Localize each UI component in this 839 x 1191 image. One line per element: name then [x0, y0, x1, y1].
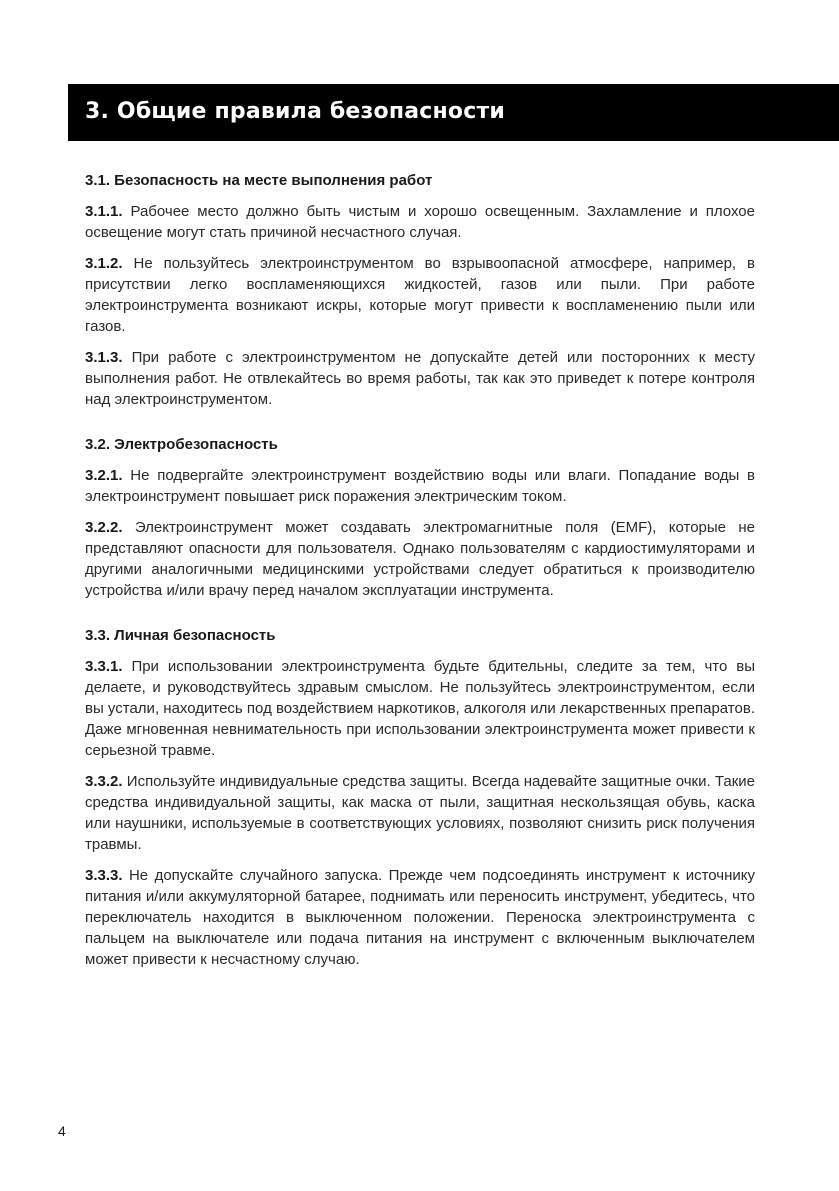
paragraph-3-3-1 — [85, 656, 755, 761]
paragraph-number: 3.1.2. — [85, 255, 123, 272]
paragraph-text: Не пользуйтесь электроинструментом во взрывоопасной атмосфере, например, в присутствии легко воспламеняющихся жидкостей, газов или пыли. При работе электроинструмента возникают искры, которые могут привести к воспламенению пыли или газов. — [85, 255, 756, 335]
section-title: 3.2. Электробезопасность — [85, 436, 278, 453]
paragraph-text: Рабочее место должно быть чистым и хорошо освещенным. Захламление и плохое освещение могут стать причиной несчастного случая. — [85, 203, 755, 241]
document-body — [85, 170, 755, 970]
paragraph-3-2-1 — [85, 465, 755, 507]
paragraph-text: При работе с электроинструментом не допускайте детей или посторонних к месту выполнения работ. Не отвлекайтесь во время работы, так как это приведет к потере контроля над электроинструментом. — [85, 349, 755, 408]
section-title: 3.1. Безопасность на месте выполнения работ — [85, 172, 433, 189]
paragraph-text: При использовании электроинструмента будьте бдительны, следите за тем, что вы делаете, и руководствуйтесь здравым смыслом. Не пользуйтесь электроинструментом, если вы устали, находитесь под воздействием наркотиков, алкоголя или лекарственных препаратов. Даже мгновенная невнимательность при использовании электроинструмента может привести к серьезной травме. — [85, 658, 755, 759]
paragraph-3-3-2 — [85, 771, 755, 855]
section-workplace-safety — [85, 170, 755, 410]
section-personal-safety — [85, 625, 755, 970]
page-number: 4 — [58, 1123, 66, 1139]
paragraph-text: Не подвергайте электроинструмент воздействию воды или влаги. Попадание воды в электроинструмент повышает риск поражения электрическим током. — [85, 467, 756, 505]
section-header-bar — [68, 84, 839, 141]
paragraph-number: 3.3.2. — [85, 773, 123, 790]
section-title: 3.3. Личная безопасность — [85, 627, 276, 644]
paragraph-3-2-2 — [85, 517, 755, 601]
paragraph-text: Используйте индивидуальные средства защиты. Всегда надевайте защитные очки. Такие средства индивидуальной защиты, как маска от пыли, защитная нескользящая обувь, каска или наушники, используемые в соответствующих условиях, позволяют снизить риск получения травмы. — [85, 773, 756, 853]
paragraph-3-1-2 — [85, 253, 755, 337]
paragraph-3-1-3 — [85, 347, 755, 410]
paragraph-number: 3.2.2. — [85, 519, 123, 536]
paragraph-text: Электроинструмент может создавать электромагнитные поля (EMF), которые не представляют опасности для пользователя. Однако пользователям с кардиостимуляторами и другими аналогичными медицинскими устройствами следует обратиться к производителю устройства и/или врачу перед началом эксплуатации инструмента. — [85, 519, 755, 599]
paragraph-text: Не допускайте случайного запуска. Прежде чем подсоединять инструмент к источнику питания и/или аккумуляторной батарее, поднимать или переносить инструмент, убедитесь, что переключатель находится в выключенном положении. Переноска электроинструмента с пальцем на выключателе или подача питания на инструмент с включенным выключателем может привести к несчастному случаю. — [85, 867, 755, 968]
paragraph-number: 3.2.1. — [85, 467, 123, 484]
paragraph-number: 3.3.3. — [85, 867, 123, 884]
section-electrical-safety — [85, 434, 755, 601]
paragraph-number: 3.3.1. — [85, 658, 123, 675]
paragraph-number: 3.1.1. — [85, 203, 123, 220]
paragraph-3-1-1 — [85, 201, 755, 243]
paragraph-number: 3.1.3. — [85, 349, 123, 366]
page-title: 3. Общие правила безопасности — [85, 99, 506, 124]
paragraph-3-3-3 — [85, 865, 755, 970]
